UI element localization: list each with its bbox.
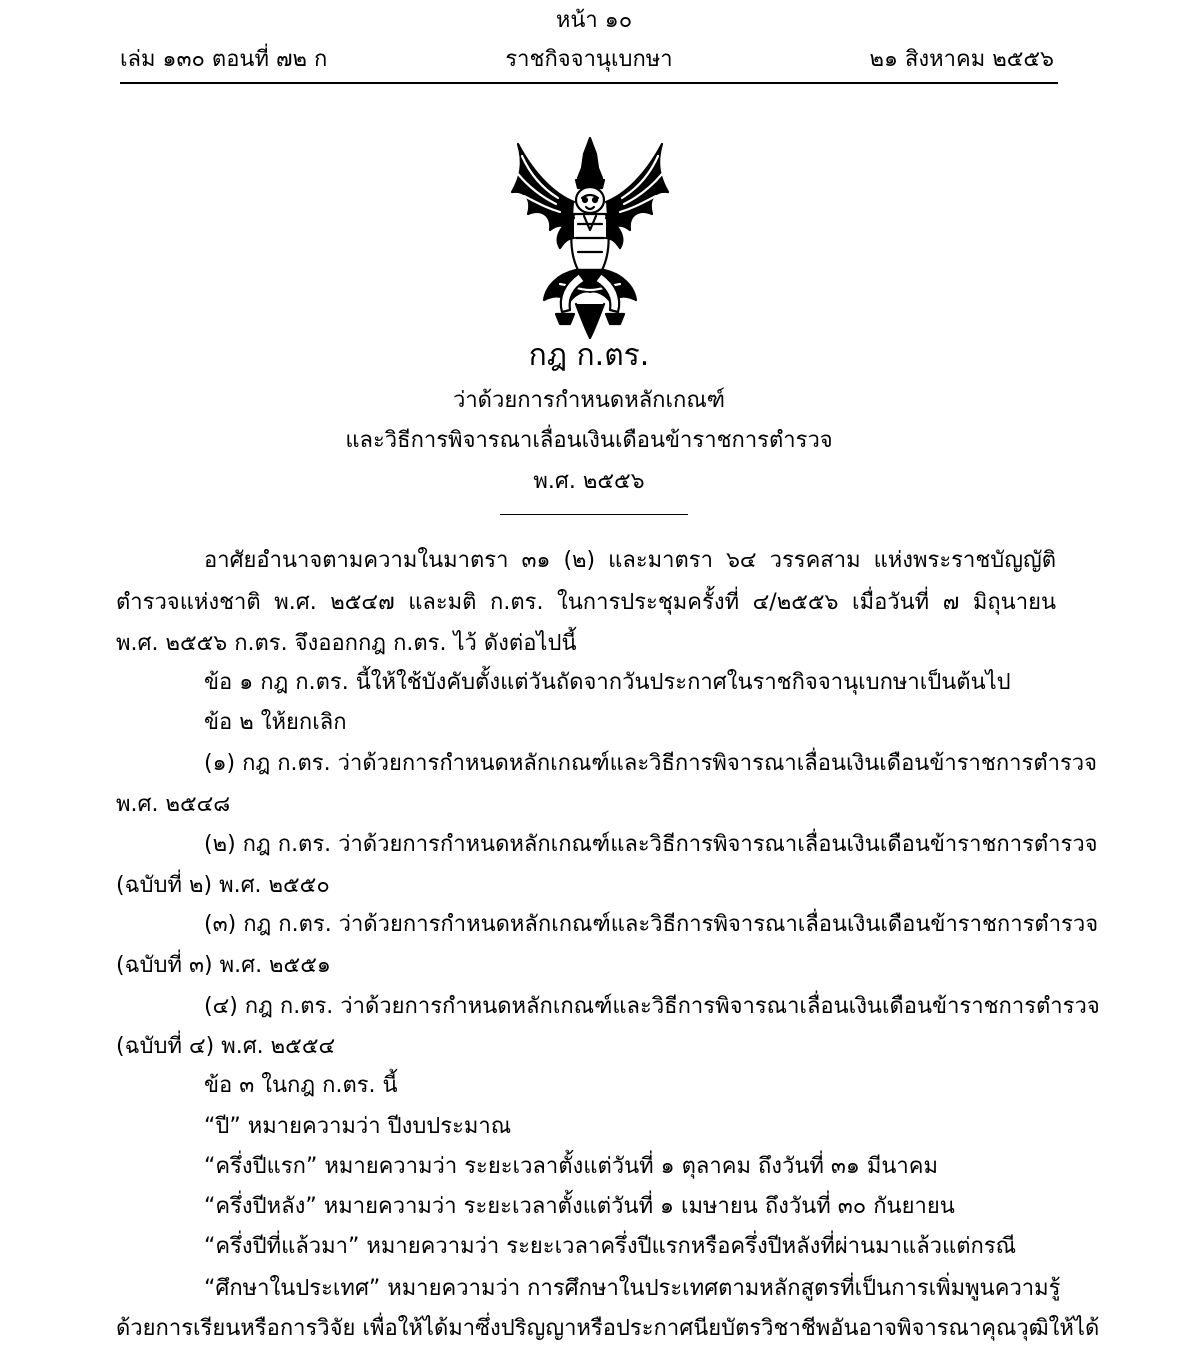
repeal-item-1-year: พ.ศ. ๒๕๔๘ [116, 792, 231, 817]
definition-domestic-study: “ศึกษาในประเทศ” หมายความว่า การศึกษาในประเทศตามหลักสูตรที่เป็นการเพิ่มพูนความรู้ [204, 1276, 1061, 1301]
volume-issue: เล่ม ๑๓๐ ตอนที่ ๗๒ ก [120, 47, 328, 72]
repeal-item-1: (๑) กฎ ก.ตร. ว่าด้วยการกำหนดหลักเกณฑ์และวิธีการพิจารณาเลื่อนเงินเดือนข้าราชการตำรวจ [204, 751, 1098, 776]
clause-3: ข้อ ๓ ในกฎ ก.ตร. นี้ [204, 1073, 398, 1098]
document-subtitle-line-1: ว่าด้วยการกำหนดหลักเกณฑ์ [452, 388, 726, 413]
definition-domestic-study-cont: ด้วยการเรียนหรือการวิจัย เพื่อให้ได้มาซึ่งปริญญาหรือประกาศนียบัตรวิชาชีพอันอาจพิจารณาคุณวุฒิให้ได้ [116, 1316, 1100, 1341]
clause-2: ข้อ ๒ ให้ยกเลิก [204, 710, 347, 735]
definition-second-half: “ครึ่งปีหลัง” หมายความว่า ระยะเวลาตั้งแต่วันที่ ๑ เมษายน ถึงวันที่ ๓๐ กันยายน [204, 1194, 955, 1219]
gazette-name: ราชกิจจานุเบกษา [505, 47, 673, 72]
repeal-item-3: (๓) กฎ ก.ตร. ว่าด้วยการกำหนดหลักเกณฑ์และวิธีการพิจารณาเลื่อนเงินเดือนข้าราชการตำรวจ [204, 912, 1099, 937]
publication-date: ๒๑ สิงหาคม ๒๕๕๖ [869, 47, 1054, 72]
title-rule [500, 514, 688, 515]
preamble-line-1: อาศัยอำนาจตามความในมาตรา ๓๑ (๒) และมาตรา ๖๔ วรรคสาม แห่งพระราชบัญญัติ [204, 548, 1056, 573]
definition-past-half: “ครึ่งปีที่แล้วมา” หมายความว่า ระยะเวลาครึ่งปีแรกหรือครึ่งปีหลังที่ผ่านมาแล้วแต่กรณี [204, 1234, 1017, 1259]
document-subtitle-line-2: และวิธีการพิจารณาเลื่อนเงินเดือนข้าราชการตำรวจ [345, 428, 833, 453]
garuda-emblem-icon [498, 134, 682, 342]
preamble-line-2: ตำรวจแห่งชาติ พ.ศ. ๒๕๔๗ และมติ ก.ตร. ในการประชุมครั้งที่ ๔/๒๕๕๖ เมื่อวันที่ ๗ มิถุนายน [116, 590, 1056, 615]
repeal-item-2-edition: (ฉบับที่ ๒) พ.ศ. ๒๕๕๐ [116, 873, 330, 898]
document-title: กฎ ก.ตร. [528, 338, 650, 373]
repeal-item-3-edition: (ฉบับที่ ๓) พ.ศ. ๒๕๕๑ [116, 953, 331, 978]
clause-1: ข้อ ๑ กฎ ก.ตร. นี้ให้ใช้บังคับตั้งแต่วันถัดจากวันประกาศในราชกิจจานุเบกษาเป็นต้นไป [204, 670, 1011, 695]
header-rule [120, 82, 1058, 84]
definition-first-half: “ครึ่งปีแรก” หมายความว่า ระยะเวลาตั้งแต่วันที่ ๑ ตุลาคม ถึงวันที่ ๓๑ มีนาคม [204, 1154, 939, 1179]
repeal-item-4: (๔) กฎ ก.ตร. ว่าด้วยการกำหนดหลักเกณฑ์และวิธีการพิจารณาเลื่อนเงินเดือนข้าราชการตำรวจ [204, 994, 1100, 1019]
repeal-item-2: (๒) กฎ ก.ตร. ว่าด้วยการกำหนดหลักเกณฑ์และวิธีการพิจารณาเลื่อนเงินเดือนข้าราชการตำรวจ [204, 832, 1098, 857]
preamble-line-3: พ.ศ. ๒๕๕๖ ก.ตร. จึงออกกฎ ก.ตร. ไว้ ดังต่อไปนี้ [116, 631, 577, 656]
page-number: หน้า ๑๐ [555, 8, 633, 33]
document-year: พ.ศ. ๒๕๕๖ [533, 469, 645, 494]
definition-year: “ปี” หมายความว่า ปีงบประมาณ [204, 1114, 512, 1139]
repeal-item-4-edition: (ฉบับที่ ๔) พ.ศ. ๒๕๕๔ [116, 1034, 336, 1059]
